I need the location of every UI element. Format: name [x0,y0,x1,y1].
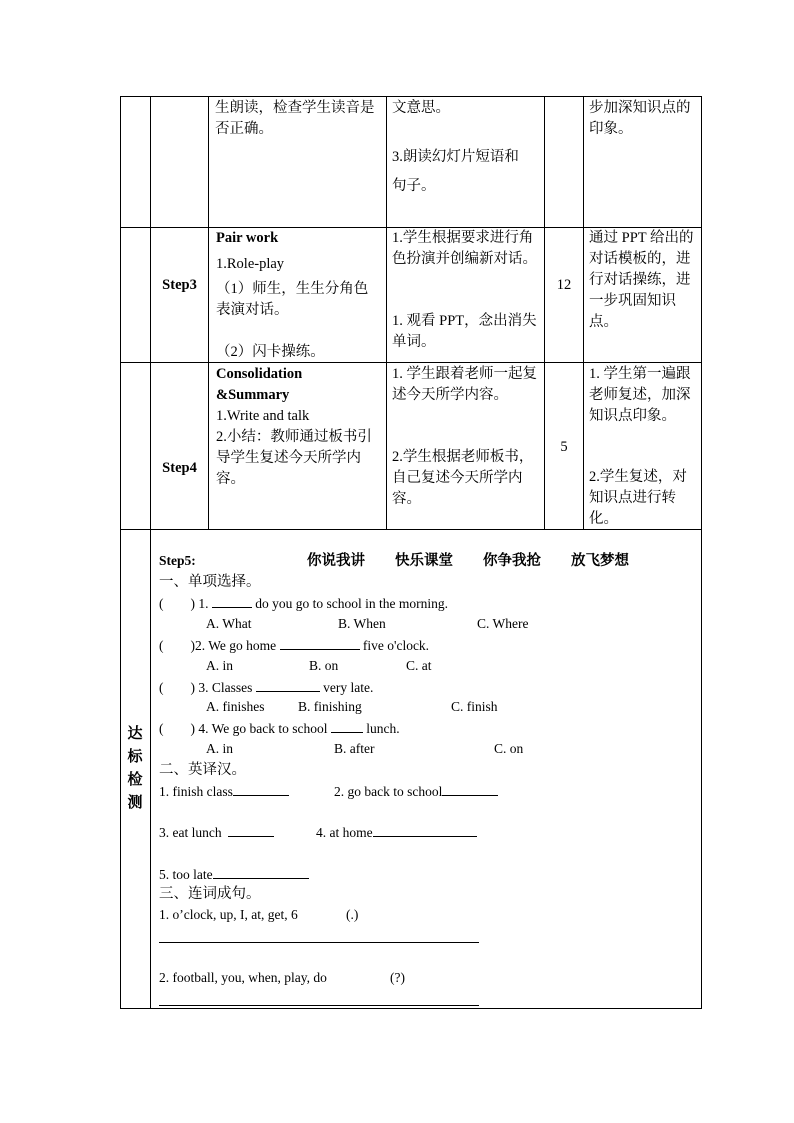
step3-time: 12 [556,277,572,293]
q1-option-c: C. Where [477,616,529,631]
q4-option-c: C. on [494,741,524,756]
answer-blank[interactable] [233,781,289,796]
row1-student-activity-1: 文意思。 [392,100,450,116]
answer-blank[interactable] [331,718,363,733]
answer-blank[interactable] [373,822,477,837]
row1-teacher-activity: 生朗读，检查学生读音是否正确。 [215,100,375,137]
answer-blank[interactable] [280,635,360,650]
question-2: ( )2. We go home five o'clock. [159,635,429,656]
col-divider-1 [150,96,151,1009]
translate-item-3: 3. eat lunch [159,822,274,843]
slogan-1: 你说我讲 [307,553,365,569]
q3-option-a: A. finishes [206,699,265,714]
question-4: ( ) 4. We go back to school lunch. [159,718,400,739]
section2-heading: 二、英译汉。 [159,762,246,778]
sentence-2-answer-line[interactable] [159,1005,479,1006]
answer-blank[interactable] [213,864,309,879]
question-3: ( ) 3. Classes very late. [159,677,373,698]
step4-time: 5 [560,439,568,455]
step5-label: Step5: [159,553,196,568]
step4-student-line-2: 2.学生根据老师板书，自己复述今天所学内容。 [392,449,534,507]
sentence-1-punctuation: (.) [346,907,359,922]
row1-student-activity-2: 3.朗读幻灯片短语和 [392,149,519,165]
step4-label: Step4 [162,460,197,476]
col-divider-2 [208,96,209,530]
step3-student-line-2: 1. 观看 PPT，念出消失单词。 [392,313,537,350]
answer-blank[interactable] [228,822,274,837]
col-divider-4 [544,96,545,530]
translate-item-5: 5. too late [159,864,309,885]
slogan-3: 你争我抢 [483,553,541,569]
sentence-1-answer-line[interactable] [159,942,479,943]
step3-teacher-line-1: 1.Role-play [216,256,285,272]
col-divider-5 [583,96,584,530]
section3-heading: 三、连词成句。 [159,886,261,902]
q4-option-a: A. in [206,741,233,756]
q1-option-a: A. What [206,616,252,631]
step3-title: Pair work [216,230,279,246]
q2-option-c: C. at [406,658,432,673]
row1-student-activity-3: 句子。 [392,178,436,194]
step4-student-line-1: 1. 学生跟着老师一起复述今天所学内容。 [392,366,537,403]
q3-option-b: B. finishing [298,699,362,714]
step4-title: Consolidation &Summary [216,366,303,403]
sentence-item-2: 2. football, you, when, play, do [159,970,327,985]
q3-option-c: C. finish [451,699,498,714]
table-border-right [701,96,702,1009]
assessment-side-label: 达 标 检 测 [127,726,143,811]
answer-blank[interactable] [442,781,498,796]
step4-purpose-line-1: 1. 学生第一遍跟老师复述，加深知识点印象。 [589,366,691,424]
step3-label: Step3 [162,277,197,293]
q2-option-b: B. on [309,658,339,673]
translate-item-2: 2. go back to school [334,781,498,802]
step4-teacher-line-2: 2.小结：教师通过板书引导学生复述今天所学内容。 [216,429,372,487]
sentence-item-1: 1. o’clock, up, I, at, get, 6 [159,907,298,922]
step3-teacher-line-2: （1）师生，生生分角色表演对话。 [216,281,369,318]
slogan-4: 放飞梦想 [571,553,629,569]
table-border-bottom [120,1008,702,1009]
step3-teacher-line-3: （2）闪卡操练。 [216,344,325,360]
answer-blank[interactable] [256,677,320,692]
col-divider-3 [386,96,387,530]
question-1: ( ) 1. do you go to school in the morning. [159,593,448,614]
step3-purpose: 通过 PPT 给出的对话模板的，进行对话操练，进一步巩固知识点。 [589,230,694,330]
section1-heading: 一、单项选择。 [159,574,261,590]
sentence-2-punctuation: (?) [390,970,405,985]
translate-item-1: 1. finish class [159,781,289,802]
row1-purpose: 步加深知识点的印象。 [589,100,691,137]
translate-item-4: 4. at home [316,822,477,843]
q2-option-a: A. in [206,658,233,673]
step4-purpose-line-2: 2.学生复述，对知识点进行转化。 [589,469,687,527]
answer-blank[interactable] [212,593,252,608]
step4-teacher-line-1: 1.Write and talk [216,408,310,424]
slogan-2: 快乐课堂 [395,553,453,569]
q1-option-b: B. When [338,616,386,631]
step3-student-line-1: 1.学生根据要求进行角色扮演并创编新对话。 [392,230,537,267]
q4-option-b: B. after [334,741,375,756]
table-border-left [120,96,121,1009]
